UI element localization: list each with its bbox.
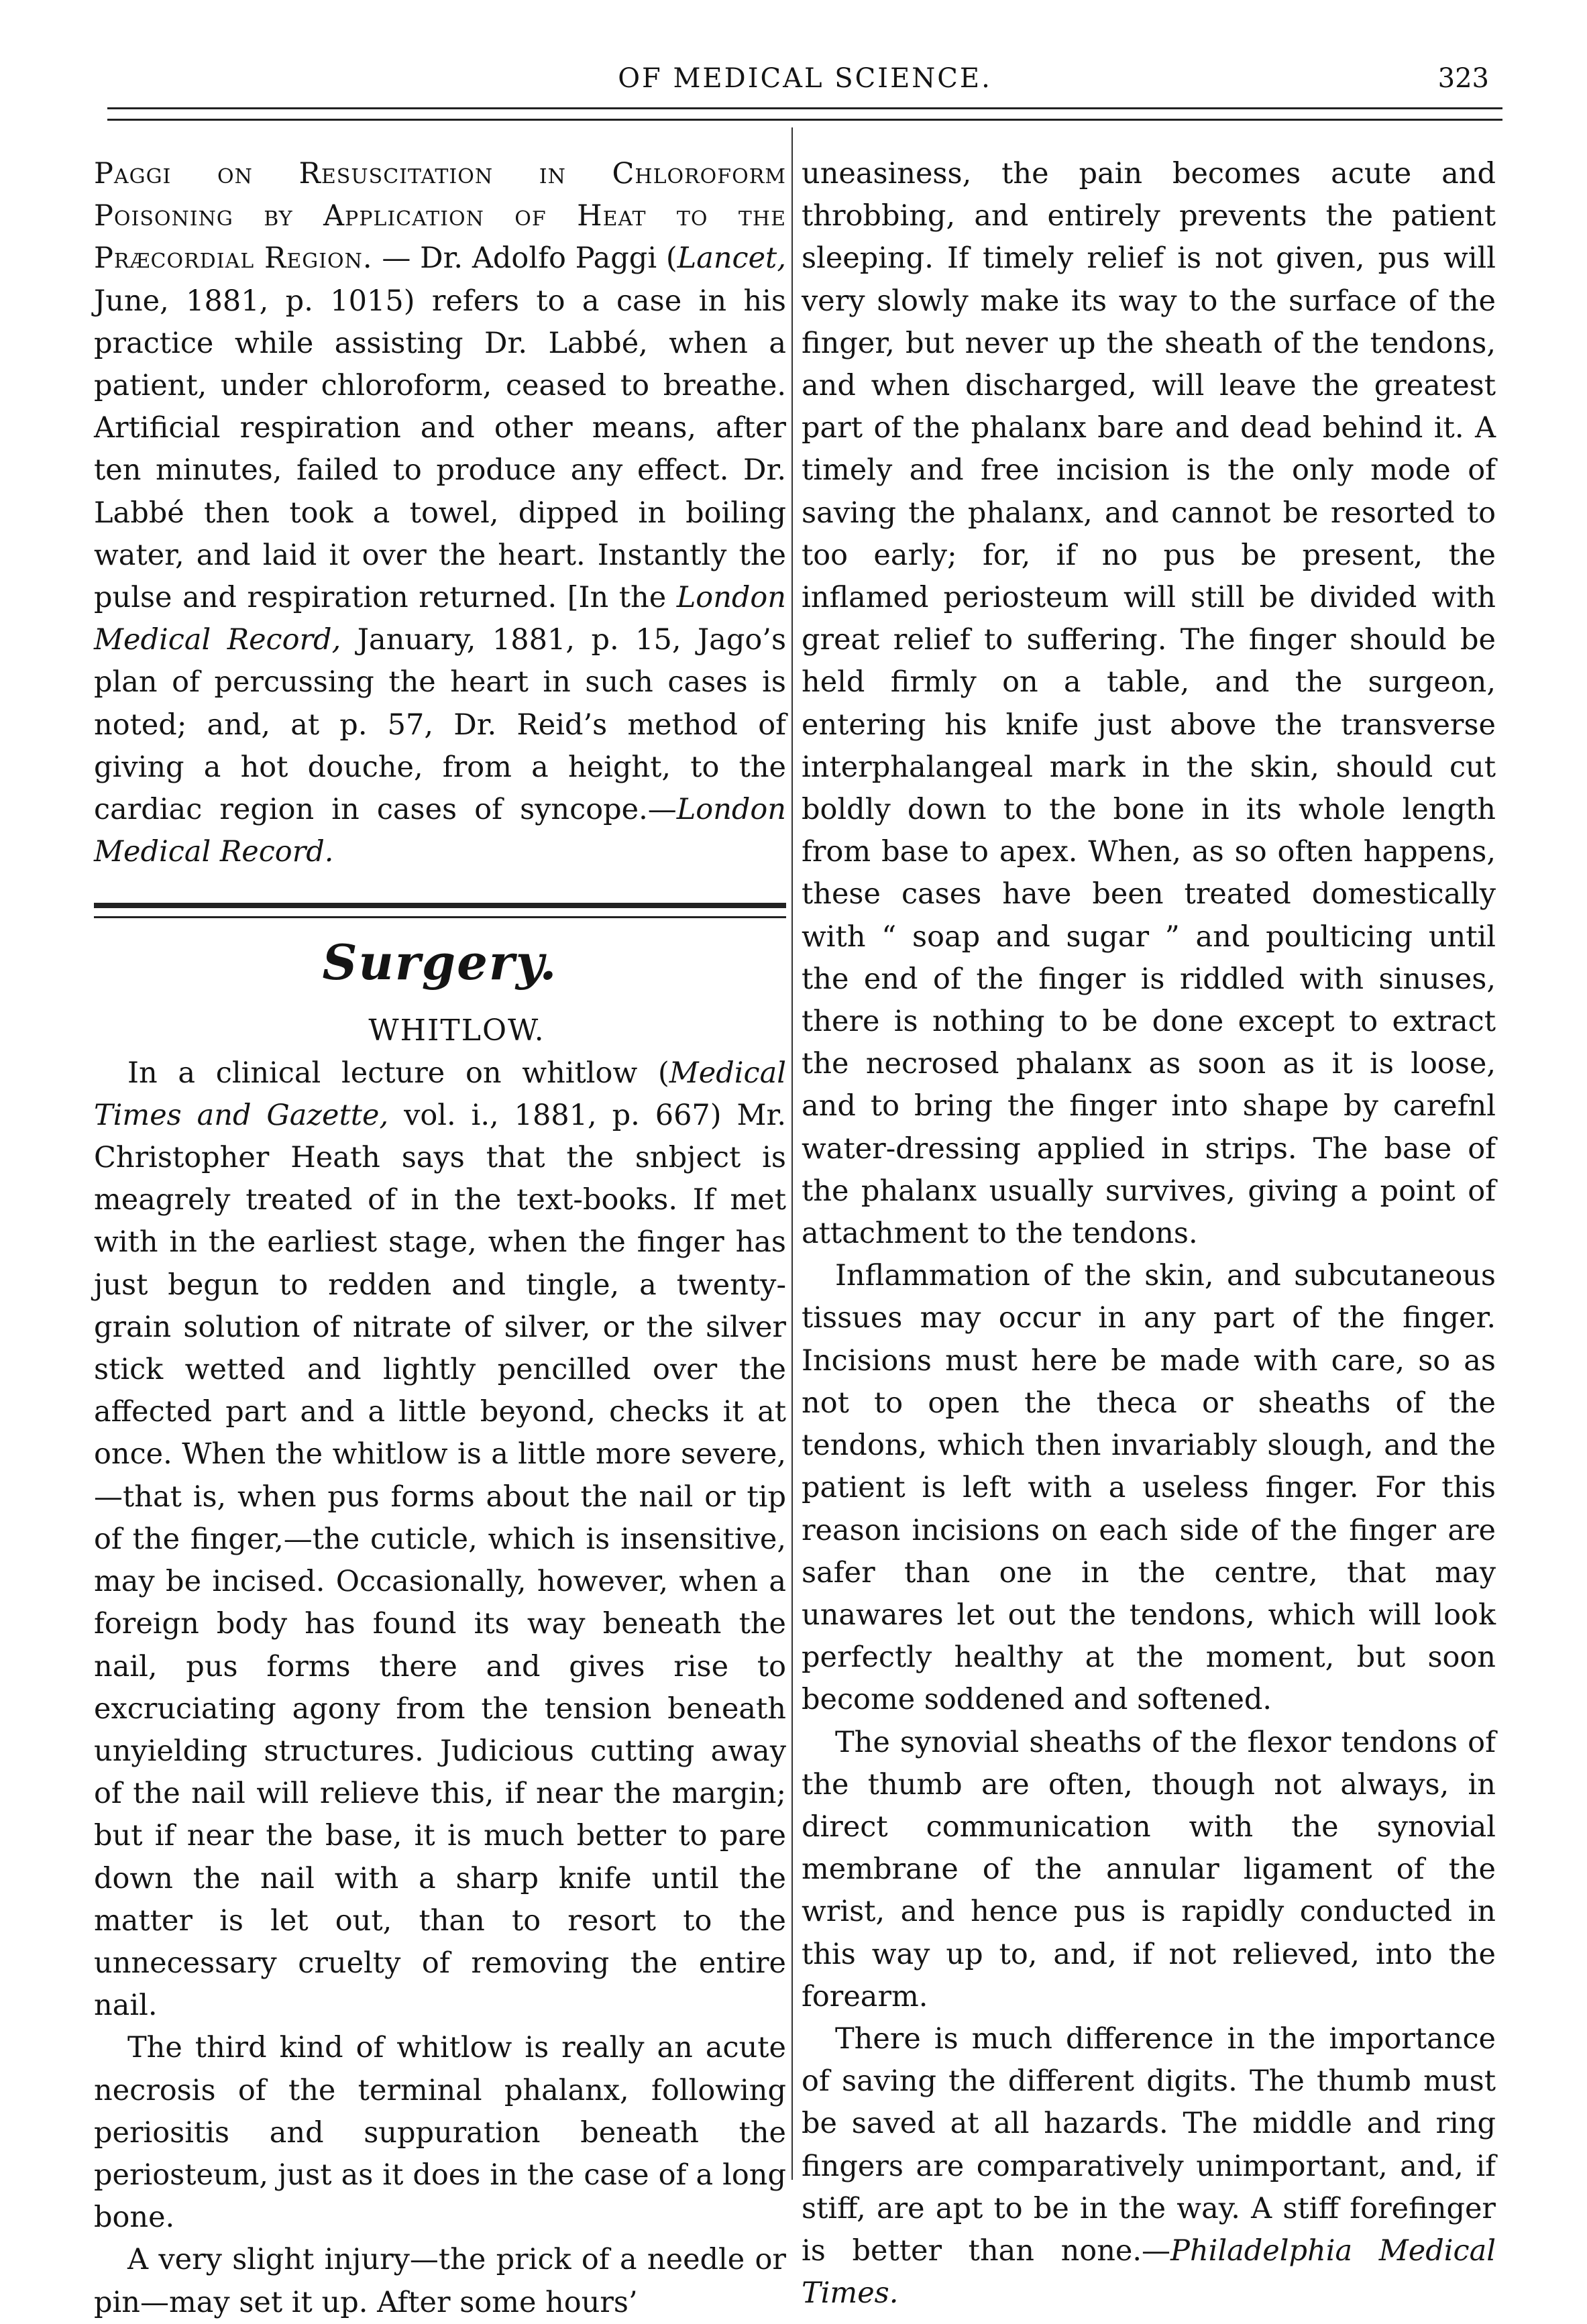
whitlow-paragraph-3: A very slight injury—the prick of a needle or pin—may set it up. After some hours’: [94, 2243, 786, 2319]
left-column: [94, 153, 786, 2324]
whitlow-paragraph-5: The synovial sheaths of the flexor tendons of the thumb are often, though not always, in direct communication with the synovial membrane of the annular ligament of the wrist, and hence pus is rapidly conducted in this way up to, and, if not relieved, into the forearm.: [802, 1725, 1496, 2013]
whitlow-p6-body: There is much difference in the importance of saving the different digits. The thumb must be saved at all hazards. The middle and ring fingers are comparatively unimportant, and, if stiff, are apt to be in the way. A stiff forefinger is better than none.—: [802, 2022, 1496, 2268]
whitlow-paragraph-4: Inflammation of the skin, and subcutaneous tissues may occur in any part of the finger. Incisions must here be made with care, so as not to open the theca or sheaths of the tendons, which then invariably slough, and the patient is left with a useless finger. For this reason incisions on each side of the finger are safer than one in the centre, that may unawares let out the tendons, which will look perfectly healthy at the moment, but soon become soddened and softened.: [802, 1259, 1496, 1717]
column-divider: [791, 127, 793, 2180]
paggi-body-2: June, 1881, p. 1015) refers to a case in his practice while assisting Dr. Labbé, when a patient, under chloroform, ceased to breathe. Artificial respiration and other means, after ten minutes, failed to produce any effect. Dr. Labbé then took a towel, dipped in boiling water, and laid it over the heart. Instantly the pulse and respiration returned. [In the: [94, 284, 786, 615]
page-number: 323: [1437, 63, 1489, 94]
whitlow-paragraph-1: [94, 1052, 786, 2028]
section-rule: [94, 903, 786, 918]
section-heading: Surgery.: [322, 934, 558, 991]
paggi-article: [94, 153, 786, 873]
whitlow-p1-intro: In a clinical lecture on whitlow (: [127, 1056, 669, 1090]
paggi-cite-journal: Lancet,: [677, 241, 787, 276]
whitlow-paragraph-2: The third kind of whitlow is really an acute necrosis of the terminal phalanx, following periositis and suppuration beneath the periosteum, just as it does in the case of a long bone.: [94, 2031, 786, 2235]
paggi-source: London Medical Record.: [94, 793, 786, 869]
whitlow-p1-body: vol. i., 1881, p. 667) Mr. Christopher Heath says that the snbject is meagrely treated of in the text-books. If met with in the earliest stage, when the finger has just begun to redden and tingle, a twenty-grain solution of nitrate of silver, or the silver stick wetted and lightly pencilled over the affected part and a little beyond, checks it at once. When the whitlow is a little more severe,—that is, when pus forms about the nail or tip of the finger,—the cuticle, which is insensitive, may be incised. Occasionally, however, when a foreign body has found its way beneath the nail, pus forms there and gives rise to excruciating agony from the tension beneath unyielding structures. Judicious cutting away of the nail will relieve this, if near the margin; but if near the base, it is much better to pare down the nail with a sharp knife until the matter is let out, than to resort to the unnecessary cruelty of removing the entire nail.: [94, 1098, 786, 2023]
right-column: [802, 153, 1496, 2315]
page-header: [107, 59, 1502, 99]
header-rule: [107, 107, 1502, 121]
whitlow-paragraph-3-cont: uneasiness, the pain becomes acute and throbbing, and entirely prevents the patient sleeping. If timely relief is not given, pus will very slowly make its way to the surface of the finger, but never up the sheath of the tendons, and when discharged, will leave the greatest part of the phalanx bare and dead behind it. A timely and free incision is the only mode of saving the phalanx, and cannot be resorted to too early; for, if no pus be present, the inflamed periosteum will still be divided with great relief to suffering. The finger should be held firmly on a table, and the surgeon, entering his knife just above the transverse interphalangeal mark in the skin, should cut boldly down to the bone in its whole length from base to apex. When, as so often happens, these cases have been treated domestically with “ soap and sugar ” and poulticing until the end of the finger is riddled with sinuses, there is nothing to be done except to extract the necrosed phalanx as soon as it is loose, and to bring the finger into shape by carefnl water-dressing applied in strips. The base of the phalanx usually survives, giving a point of attachment to the tendons.: [802, 157, 1496, 1251]
whitlow-paragraph-6: [802, 2018, 1496, 2315]
whitlow-p6-source: Philadelphia Medical Times.: [802, 2233, 1496, 2311]
whitlow-p1-cite: Medical Times and Gazette,: [94, 1056, 786, 1132]
running-title: OF MEDICAL SCIENCE.: [618, 63, 992, 94]
paggi-cite-record: London Medical Record,: [94, 581, 786, 657]
article-heading: WHITLOW.: [368, 1013, 545, 1048]
paggi-body-1: — Dr. Adolfo Paggi (: [372, 241, 677, 276]
paggi-title: Paggi on Resuscitation in Chloroform Poisoning by Application of Heat to the Præcordial Region.: [94, 157, 786, 276]
paggi-body-3: January, 1881, p. 15, Jago’s plan of percussing the heart in such cases is noted; and, at p. 57, Dr. Reid’s method of giving a hot douche, from a height, to the cardiac region in cases of syncope.—: [94, 623, 787, 827]
